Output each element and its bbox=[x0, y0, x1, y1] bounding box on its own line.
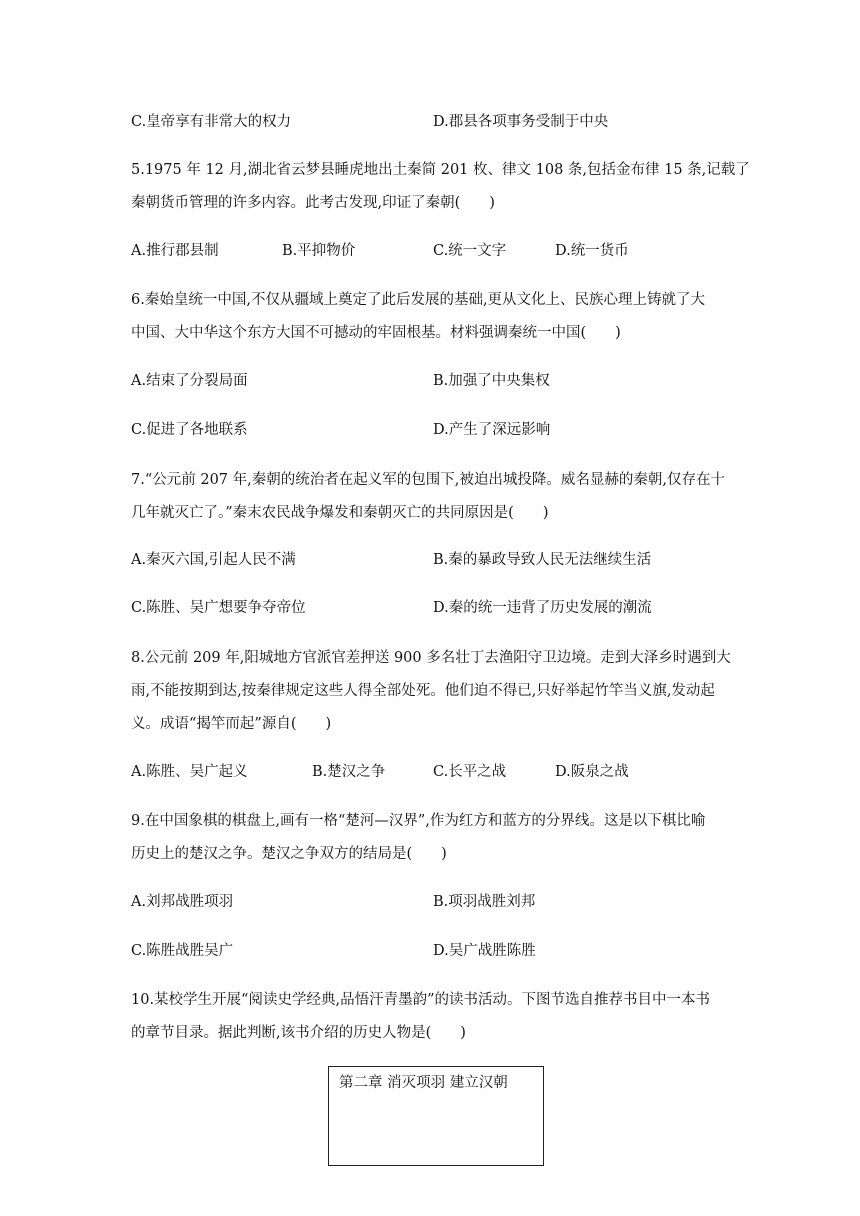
q9-option-b: B.项羽战胜刘邦 bbox=[433, 894, 536, 910]
q9-option-a: A.刘邦战胜项羽 bbox=[131, 894, 234, 910]
q6-option-c: C.促进了各地联系 bbox=[131, 422, 248, 438]
q5-option-c: C.统一文字 bbox=[433, 243, 507, 259]
q7-option-c: C.陈胜、吴广想要争夺帝位 bbox=[131, 600, 306, 616]
q5-stem-line-2: 秦朝货币管理的许多内容。此考古发现,印证了秦朝( ) bbox=[131, 195, 495, 211]
q6-option-d: D.产生了深远影响 bbox=[433, 422, 551, 438]
q8-option-c: C.长平之战 bbox=[433, 764, 507, 780]
q7-option-a: A.秦灭六国,引起人民不满 bbox=[131, 552, 296, 568]
q7-option-d: D.秦的统一违背了历史发展的潮流 bbox=[433, 600, 652, 616]
q6-stem-line-2: 中国、大中华这个东方大国不可撼动的牢固根基。材料强调秦统一中国( ) bbox=[131, 325, 621, 341]
chapter-title: 第二章 消灭项羽 建立汉朝 bbox=[339, 1075, 508, 1091]
q7-stem-line-2: 几年就灭亡了。”秦末农民战争爆发和秦朝灭亡的共同原因是( ) bbox=[131, 505, 549, 521]
q6-stem-line-1: 6.秦始皇统一中国,不仅从疆域上奠定了此后发展的基础,更从文化上、民族心理上铸就了大 bbox=[131, 292, 706, 308]
q8-option-b: B.楚汉之争 bbox=[312, 764, 386, 780]
q7-option-b: B.秦的暴政导致人民无法继续生活 bbox=[433, 552, 652, 568]
q9-option-d: D.吴广战胜陈胜 bbox=[433, 943, 536, 959]
q5-option-d: D.统一货币 bbox=[555, 243, 629, 259]
q9-option-c: C.陈胜战胜吴广 bbox=[131, 943, 234, 959]
q8-stem-line-1: 8.公元前 209 年,阳城地方官派官差押送 900 多名壮丁去渔阳守卫边境。走到大泽乡时遇到大 bbox=[131, 650, 731, 666]
q8-option-a: A.陈胜、吴广起义 bbox=[131, 764, 248, 780]
chapter-table-of-contents-box bbox=[328, 1066, 544, 1166]
q9-stem-line-1: 9.在中国象棋的棋盘上,画有一格“楚河—汉界”,作为红方和蓝方的分界线。这是以下棋比喻 bbox=[131, 813, 706, 829]
q10-stem-line-1: 10.某校学生开展“阅读史学经典,品悟汗青墨韵”的读书活动。下图节选自推荐书目中一本书 bbox=[131, 992, 710, 1008]
q9-stem-line-2: 历史上的楚汉之争。楚汉之争双方的结局是( ) bbox=[131, 846, 447, 862]
q5-option-b: B.平抑物价 bbox=[282, 243, 356, 259]
q5-stem-line-1: 5.1975 年 12 月,湖北省云梦县睡虎地出土秦简 201 枚、律文 108 条,包括金布律 15 条,记载了 bbox=[131, 162, 750, 178]
q5-option-a: A.推行郡县制 bbox=[131, 243, 219, 259]
q6-option-a: A.结束了分裂局面 bbox=[131, 373, 248, 389]
q8-stem-line-2: 雨,不能按期到达,按秦律规定这些人得全部处死。他们迫不得已,只好举起竹竿当义旗,发动起 bbox=[131, 683, 715, 699]
q7-stem-line-1: 7.“公元前 207 年,秦朝的统治者在起义军的包围下,被迫出城投降。威名显赫的秦朝,仅存在十 bbox=[131, 472, 725, 488]
q6-option-b: B.加强了中央集权 bbox=[433, 373, 550, 389]
q8-stem-line-3: 义。成语“揭竿而起”源自( ) bbox=[131, 716, 332, 732]
q8-option-d: D.阪泉之战 bbox=[555, 764, 629, 780]
q4-option-c: C.皇帝享有非常大的权力 bbox=[131, 114, 292, 130]
q10-stem-line-2: 的章节目录。据此判断,该书介绍的历史人物是( ) bbox=[131, 1025, 466, 1041]
q4-option-d: D.郡县各项事务受制于中央 bbox=[433, 114, 609, 130]
